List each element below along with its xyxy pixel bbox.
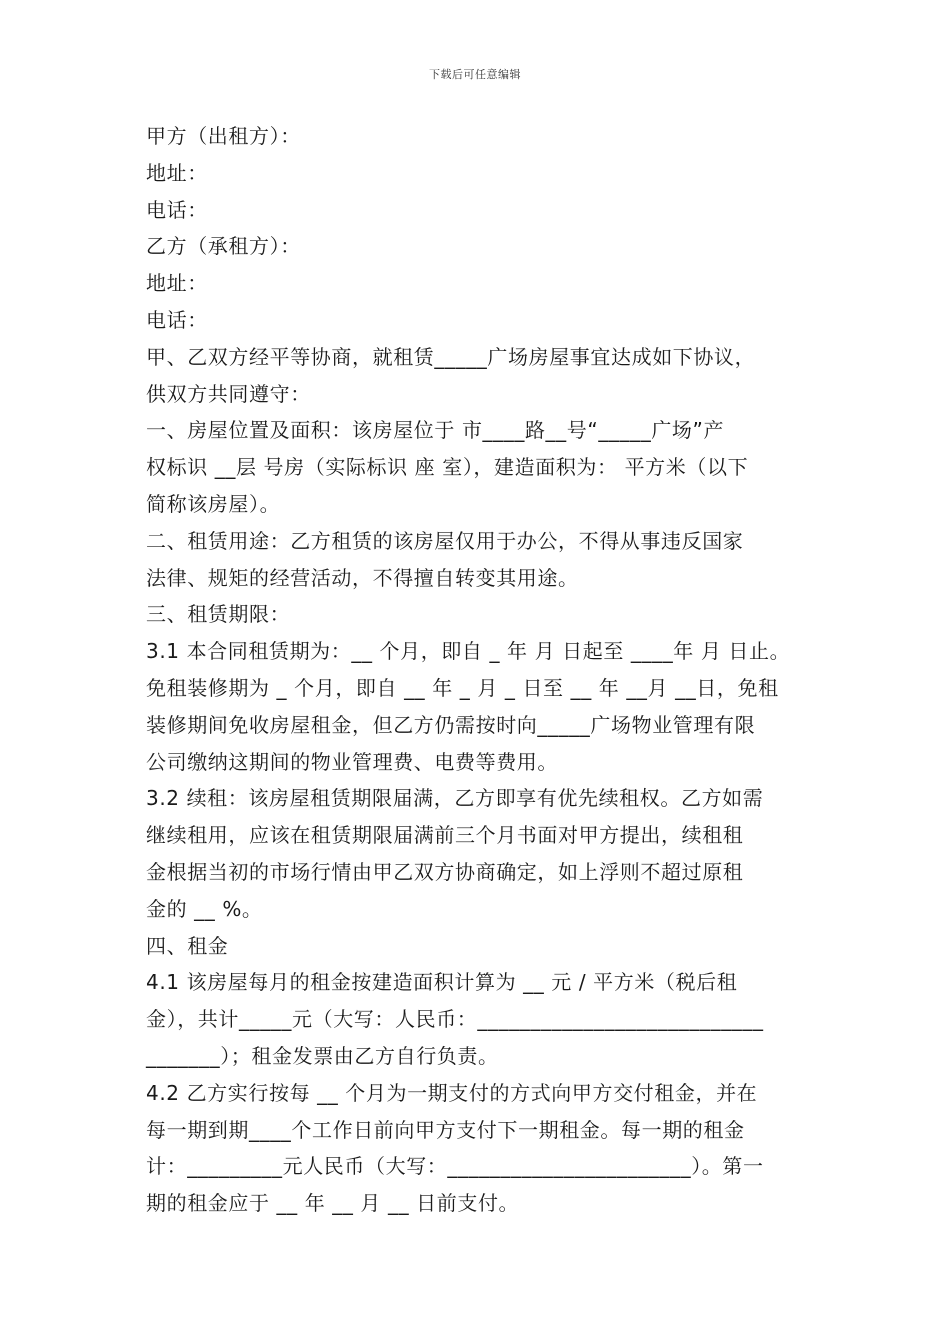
clause-4-1-line: 4.1 该房屋每月的租金按建造面积计算为 __ 元 / 平方米（税后租 [146, 970, 738, 995]
clause-4-1-line: 金），共计_____元（大写：人民币：___________________________ [146, 1007, 764, 1032]
clause-3-2-line: 金的 __ %。 [146, 896, 263, 921]
clause-4-2-line: 4.2 乙方实行按每 __ 个月为一期支付的方式向甲方交付租金，并在 [146, 1080, 758, 1105]
clause-3-1-line: 装修期间免收房屋租金，但乙方仍需按时向_____广场物业管理有限 [146, 712, 756, 737]
clause-3-2-line: 金根据当初的市场行情由甲乙双方协商确定，如上浮则不超过原租 [146, 859, 744, 884]
clause-3-2-line: 3.2 续租：该房屋租赁期限届满，乙方即享有优先续租权。乙方如需 [146, 786, 764, 811]
clause-3-1-line: 3.1 本合同租赁期为：__ 个月，即自 _ 年 月 日起至 ____年 月 日止。 [146, 639, 791, 664]
clause-4-2-line: 计：_________元人民币（大写：_______________________）。第一 [146, 1154, 764, 1179]
party-a-phone: 电话： [146, 197, 208, 222]
clause-4-1-line: _______）；租金发票由乙方自行负责。 [146, 1043, 499, 1068]
page-header: 下载后可任意编辑 [429, 68, 521, 81]
section-1-line: 一、房屋位置及面积：该房屋位于 市____路__号“_____广场”产 [146, 418, 725, 443]
intro-line: 甲、乙双方经平等协商，就租赁_____广场房屋事宜达成如下协议， [146, 344, 756, 369]
clause-4-2-line: 每一期到期____个工作日前向甲方支付下一期租金。每一期的租金 [146, 1117, 745, 1142]
section-4-heading: 四、租金 [146, 933, 229, 958]
clause-3-1-line: 公司缴纳这期间的物业管理费、电费等费用。 [146, 749, 558, 774]
section-2-line: 法律、规矩的经营活动，不得擅自转变其用途。 [146, 565, 579, 590]
clause-3-2-line: 继续租用，应该在租赁期限届满前三个月书面对甲方提出，续租租 [146, 823, 744, 848]
section-1-line: 简称该房屋）。 [146, 491, 281, 516]
contract-body [146, 118, 826, 1222]
clause-4-2-line: 期的租金应于 __ 年 __ 月 __ 日前支付。 [146, 1191, 520, 1216]
clause-3-1-line: 免租装修期为 _ 个月，即自 __ 年 _ 月 _ 日至 __ 年 __月 __日，免租 [146, 675, 779, 700]
intro-line: 供双方共同遵守： [146, 381, 311, 406]
section-2-line: 二、租赁用途：乙方租赁的该房屋仅用于办公，不得从事违反国家 [146, 528, 744, 553]
section-3-heading: 三、租赁期限： [146, 602, 291, 627]
party-a-address: 地址： [146, 160, 208, 185]
section-1-line: 权标识 __层 号房（实际标识 座 室），建造面积为： 平方米（以下 [146, 455, 749, 480]
party-b-phone: 电话： [146, 307, 208, 332]
party-b-address: 地址： [146, 271, 208, 296]
party-b-label: 乙方（承租方）： [146, 234, 301, 259]
party-a-label: 甲方（出租方）： [146, 124, 301, 148]
